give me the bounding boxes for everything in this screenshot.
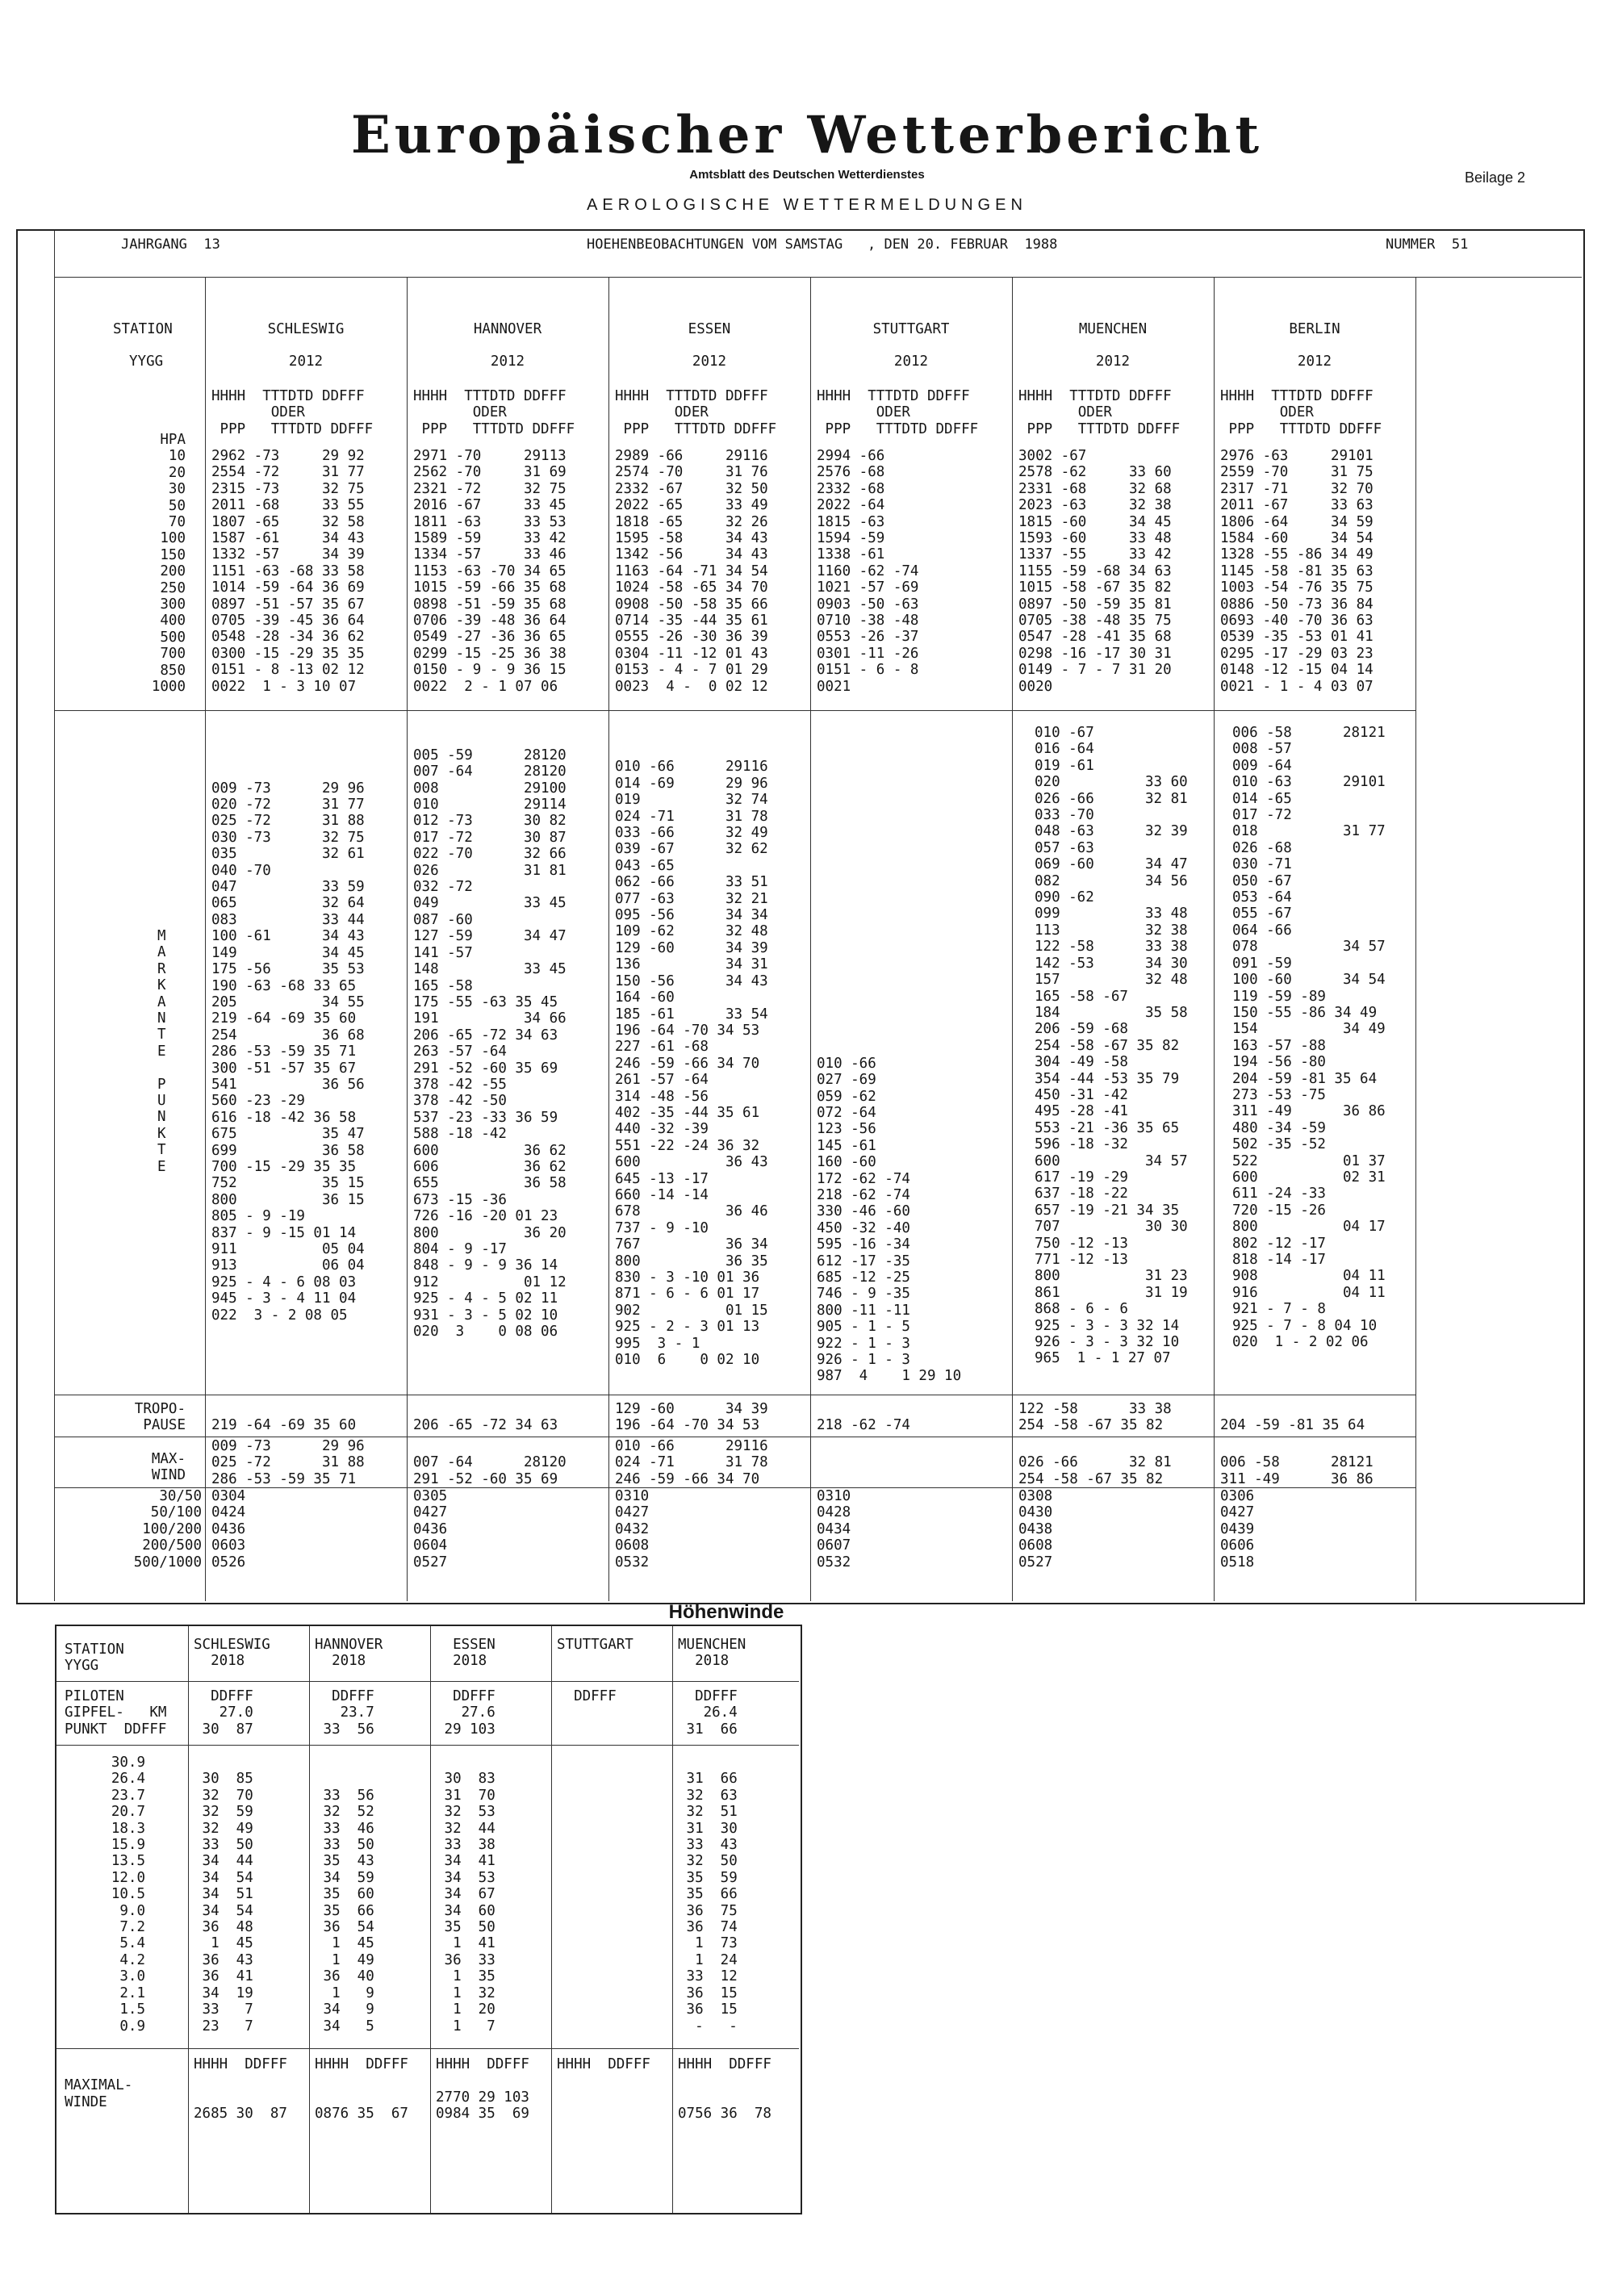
col-divider: [1214, 277, 1215, 1601]
info-bar-divider: [54, 277, 1582, 278]
winds-max: HHHH DDFFF 2770 29 103 0984 35 69: [436, 2056, 529, 2122]
tropopause: 219 -64 -69 35 60: [211, 1417, 357, 1434]
station-yygg: 2012: [1095, 353, 1131, 370]
significant-points: 009 -73 29 96 020 -72 31 77 025 -72 31 88 030 -73 32 75 035 32 61 040 -70 047 33 59 065 32 64 083 33 44 100 -61 34 43 149 34 45 175 -56 35 53 190 -63 -68 33 65 205 34 55 219 -64 -69 35 60 254 36 68 286 -53 -59 35 71 300 -51 -57 35 67 541 36 56 560 -23 -29 616 -18 -42 36 58 675 35 47 699 36 58 700 -15 -29 35 35 752 35 15 800 36 15 805 - 9 -19 837 - 9 -15 01 14 911 05 04 913 06 04 925 - 4 - 6 08 03 945 - 3 - 4 11 04 022 3 - 2 08 05: [211, 780, 365, 1324]
winds-col-divider: [551, 1626, 552, 2213]
station-yygg: 2012: [490, 353, 525, 370]
col-divider: [1012, 277, 1013, 1601]
winds-station-name: HANNOVER 2018: [315, 1637, 383, 1670]
winds-col-divider: [672, 1626, 673, 2213]
winds-label-max: MAXIMAL- WINDE: [65, 2077, 133, 2110]
standard-levels: 2994 -66 2576 -68 2332 -68 2022 -64 1815 -63 1594 -59 1338 -61 1160 -62 -74 1021 -57 -69 0903 -50 -63 0710 -38 -48 0553 -26 -37 0301 -11 -26 0151 - 6 - 8 0021: [817, 448, 919, 695]
label-max-wind: MAX- WIND: [151, 1451, 186, 1484]
station-yygg: 2012: [692, 353, 727, 370]
label-station: STATION: [113, 321, 173, 337]
winds-values: 30 83 31 70 32 53 32 44 33 38 34 41 34 53 34 67 34 60 35 50 1 41 36 33 1 35 1 32 1 20 1 7: [444, 1771, 495, 2035]
max-wind: 010 -66 29116 024 -71 31 78 246 -59 -66 34 70: [615, 1438, 768, 1487]
station-yygg: 2012: [288, 353, 324, 370]
winds-label-station: STATION YYGG: [65, 1641, 124, 1675]
supplement-label: Beilage 2: [1464, 169, 1525, 186]
tropopause: 218 -62 -74: [817, 1417, 910, 1434]
max-wind: 026 -66 32 81 254 -58 -67 35 82: [1018, 1454, 1172, 1487]
station-yygg: 2012: [893, 353, 929, 370]
column-header: HHHH TTTDTD DDFFF ODER PPP TTTDTD DDFFF: [1220, 388, 1382, 437]
wind-shear: 0310 0427 0432 0608 0532: [615, 1488, 650, 1570]
winds-station-name: MUENCHEN 2018: [678, 1637, 746, 1670]
wind-shear: 0306 0427 0439 0606 0518: [1220, 1488, 1255, 1570]
significant-points: 010 -67 016 -64 019 -61 020 33 60 026 -66 32 81 033 -70 048 -63 32 39 057 -63 069 -60 34 47 082 34 56 090 -62 099 33 48 113 32 38 122 -58 33 38 142 -53 34 30 157 32 48 165 -58 -67 184 35 58 206 -59 -68 254 -58 -67 35 82 304 -49 -58 354 -44 -53 35 79 450 -31 -42 495 -28 -41 553 -21 -36 35 65 596 -18 -32 600 34 57 617 -19 -29 637 -18 -22 657 -19 -21 34 35 707 30 30 750 -12 -13 771 -12 -13 800 31 23 861 31 19 868 - 6 - 6 925 - 3 - 3 32 14 926 - 3 - 3 32 10 965 1 - 1 27 07: [1035, 725, 1188, 1367]
label-pressure-levels: HPA 10 20 30 50 70 100 150 200 250 300 400 500 700 850 1000: [151, 432, 186, 696]
winds-values: 33 56 32 52 33 46 33 50 35 43 34 59 35 60 35 66 36 54 1 45 1 49 36 40 1 9 34 9 34 5: [323, 1787, 374, 2035]
tropopause: 129 -60 34 39 196 -64 -70 34 53: [615, 1401, 768, 1434]
winds-label-heights: 30.9 26.4 23.7 20.7 18.3 15.9 13.5 12.0 10.5 9.0 7.2 5.4 4.2 3.0 2.1 1.5 0.9: [111, 1754, 145, 2035]
standard-levels: 2962 -73 29 92 2554 -72 31 77 2315 -73 32 75 2011 -68 33 55 1807 -65 32 58 1587 -61 34 43 1332 -57 34 39 1151 -63 -68 33 58 1014 -59 -64 36 69 0897 -51 -57 35 67 0705 -39 -45 36 64 0548 -28 -34 36 62 0300 -15 -29 35 35 0151 - 8 -13 02 12 0022 1 - 3 10 07: [211, 448, 365, 695]
max-wind: 009 -73 29 96 025 -72 31 88 286 -53 -59 35 71: [211, 1438, 365, 1487]
tropopause: 204 -59 -81 35 64: [1220, 1417, 1365, 1434]
wind-shear: 0305 0427 0436 0604 0527: [413, 1488, 448, 1570]
winds-col-divider: [309, 1626, 310, 2213]
significant-points: 010 -66 29116 014 -69 29 96 019 32 74 024 -71 31 78 033 -66 32 49 039 -67 32 62 043 -65 062 -66 33 51 077 -63 32 21 095 -56 34 34 109 -62 32 48 129 -60 34 39 136 34 31 150 -56 34 43 164 -60 185 -61 33 54 196 -64 -70 34 53 227 -61 -68 246 -59 -66 34 70 261 -57 -64 314 -48 -56 402 -35 -44 35 61 440 -32 -39 551 -22 -24 36 32 600 36 43 645 -13 -17 660 -14 -14 678 36 46 737 - 9 -10 767 36 34 800 36 35 830 - 3 -10 01 36 871 - 6 - 6 01 17 902 01 15 925 - 2 - 3 01 13 995 3 - 1 010 6 0 02 10: [615, 759, 768, 1369]
wind-shear: 0308 0430 0438 0608 0527: [1018, 1488, 1053, 1570]
winds-col-divider: [430, 1626, 431, 2213]
tropopause: 206 -65 -72 34 63: [413, 1417, 558, 1434]
col-divider: [608, 277, 609, 1601]
station-yygg: 2012: [1297, 353, 1332, 370]
significant-points: 006 -58 28121 008 -57 009 -64 010 -63 29101 014 -65 017 -72 018 31 77 026 -68 030 -71 050 -67 053 -64 055 -67 064 -66 078 34 57 091 -59 100 -60 34 54 119 -59 -89 150 -55 -86 34 49 154 34 49 163 -57 -88 194 -56 -80 204 -59 -81 35 64 273 -53 -75 311 -49 36 86 480 -34 -59 502 -35 -52 522 01 37 600 02 31 611 -24 -33 720 -15 -26 800 04 17 802 -12 -17 818 -14 -17 908 04 11 916 04 11 921 - 7 - 8 925 - 7 - 8 04 10 020 1 - 2 02 06: [1232, 725, 1386, 1351]
col-divider: [407, 277, 408, 1601]
col-divider: [1415, 277, 1416, 1601]
page-subtitle: Amtsblatt des Deutschen Wetterdienstes: [689, 168, 925, 182]
label-yygg: YYGG: [129, 353, 164, 370]
significant-points: 010 -66 027 -69 059 -62 072 -64 123 -56 145 -61 160 -60 172 -62 -74 218 -62 -74 330 -46 -60 450 -32 -40 595 -16 -34 612 -17 -35 685 -12 -25 746 - 9 -35 800 -11 -11 905 - 1 - 5 922 - 1 - 3 926 - 1 - 3 987 4 1 29 10: [817, 1055, 962, 1385]
station-name: BERLIN: [1289, 321, 1340, 337]
winds-label-gipfel: PILOTEN GIPFEL- KM PUNKT DDFFF: [65, 1688, 167, 1738]
standard-levels: 2989 -66 29116 2574 -70 31 76 2332 -67 32 50 2022 -65 33 49 1818 -65 32 26 1595 -58 34 43 1342 -56 34 43 1163 -64 -71 34 54 1024 -58 -65 34 70 0908 -50 -58 35 66 0714 -35 -44 35 61 0555 -26 -30 36 39 0304 -11 -12 01 43 0153 - 4 - 7 01 29 0023 4 - 0 02 12: [615, 448, 768, 695]
wind-shear: 0310 0428 0434 0607 0532: [817, 1488, 851, 1570]
col-divider: [205, 277, 206, 1601]
station-name: ESSEN: [688, 321, 731, 337]
column-header: HHHH TTTDTD DDFFF ODER PPP TTTDTD DDFFF: [817, 388, 979, 437]
standard-levels: 3002 -67 2578 -62 33 60 2331 -68 32 68 2023 -63 32 38 1815 -60 34 45 1593 -60 33 48 1337 -55 33 42 1155 -59 -68 34 63 1015 -58 -67 35 82 0897 -50 -59 35 81 0705 -38 -48 35 75 0547 -28 -41 35 68 0298 -16 -17 30 31 0149 - 7 - 7 31 20 0020: [1018, 448, 1172, 695]
section-title: AEROLOGISCHE WETTERMELDUNGEN: [587, 196, 1027, 214]
station-name: MUENCHEN: [1078, 321, 1148, 337]
column-header: HHHH TTTDTD DDFFF ODER PPP TTTDTD DDFFF: [1018, 388, 1181, 437]
winds-row-divider: [56, 2048, 799, 2049]
winds-max: HHHH DDFFF 0876 35 67: [315, 2056, 408, 2122]
column-header: HHHH TTTDTD DDFFF ODER PPP TTTDTD DDFFF: [615, 388, 777, 437]
significant-points: 005 -59 28120 007 -64 28120 008 29100 010 29114 012 -73 30 82 017 -72 30 87 022 -70 32 66 026 31 81 032 -72 049 33 45 087 -60 127 -59 34 47 141 -57 148 33 45 165 -58 175 -55 -63 35 45 191 34 66 206 -65 -72 34 63 263 -57 -64 291 -52 -60 35 69 378 -42 -55 378 -42 -50 537 -23 -33 36 59 588 -18 -42 600 36 62 606 36 62 655 36 58 673 -15 -36 726 -16 -20 01 23 800 36 20 804 - 9 -17 848 - 9 - 9 36 14 912 01 12 925 - 4 - 5 02 11 931 - 3 - 5 02 10 020 3 0 08 06: [413, 747, 567, 1340]
column-header: HHHH TTTDTD DDFFF ODER PPP TTTDTD DDFFF: [211, 388, 374, 437]
station-name: STUTTGART: [872, 321, 950, 337]
label-wind-shear: 30/50 50/100 100/200 200/500 500/1000: [133, 1488, 202, 1570]
max-wind: 006 -58 28121 311 -49 36 86: [1220, 1454, 1374, 1487]
standard-levels: 2971 -70 29113 2562 -70 31 69 2321 -72 32 75 2016 -67 33 45 1811 -63 33 53 1589 -59 33 42 1334 -57 33 46 1153 -63 -70 34 65 1015 -59 -66 35 68 0898 -51 -59 35 68 0706 -39 -48 36 64 0549 -27 -36 36 65 0299 -15 -25 36 38 0150 - 9 - 9 36 15 0022 2 - 1 07 06: [413, 448, 567, 695]
winds-title: Höhenwinde: [668, 1601, 784, 1623]
winds-gipfel: DDFFF 26.4 31 66: [686, 1688, 738, 1738]
winds-row-divider: [56, 1745, 799, 1746]
issue-number: NUMMER 51: [1386, 236, 1469, 253]
station-name: HANNOVER: [473, 321, 542, 337]
station-name: SCHLESWIG: [267, 321, 345, 337]
label-tropopause: TROPO- PAUSE: [134, 1401, 186, 1434]
winds-station-name: SCHLESWIG 2018: [194, 1637, 270, 1670]
winds-max: HHHH DDFFF 2685 30 87: [194, 2056, 287, 2122]
winds-gipfel: DDFFF: [557, 1688, 617, 1704]
observation-date: HOEHENBEOBACHTUNGEN VOM SAMSTAG , DEN 20. FEBRUAR 1988: [587, 236, 1058, 253]
max-wind: 007 -64 28120 291 -52 -60 35 69: [413, 1454, 567, 1487]
column-header: HHHH TTTDTD DDFFF ODER PPP TTTDTD DDFFF: [413, 388, 575, 437]
tropopause: 122 -58 33 38 254 -58 -67 35 82: [1018, 1401, 1172, 1434]
winds-station-name: ESSEN 2018: [453, 1637, 495, 1670]
winds-gipfel: DDFFF 27.6 29 103: [444, 1688, 495, 1738]
winds-gipfel: DDFFF 23.7 33 56: [323, 1688, 374, 1738]
row-divider: [54, 710, 1415, 711]
winds-col-divider: [188, 1626, 189, 2213]
winds-max: HHHH DDFFF: [557, 2056, 650, 2072]
page-title: Europäischer Wetterbericht: [351, 105, 1263, 165]
winds-station-name: STUTTGART: [557, 1637, 633, 1653]
wind-shear: 0304 0424 0436 0603 0526: [211, 1488, 246, 1570]
winds-row-divider: [56, 1681, 799, 1682]
winds-values: 31 66 32 63 32 51 31 30 33 43 32 50 35 59 35 66 36 75 36 74 1 73 1 24 33 12 36 15 36 15 - -: [686, 1771, 738, 2035]
winds-max: HHHH DDFFF 0756 36 78: [678, 2056, 771, 2122]
label-significant-points: M A R K A N T E P U N K T E: [157, 928, 166, 1175]
jahrgang: JAHRGANG 13: [121, 236, 220, 253]
col-divider: [810, 277, 811, 1601]
winds-gipfel: DDFFF 27.0 30 87: [202, 1688, 253, 1738]
table-left-rule: [54, 231, 55, 1601]
winds-values: 30 85 32 70 32 59 32 49 33 50 34 44 34 54 34 51 34 54 36 48 1 45 36 43 36 41 34 19 33 7 23 7: [202, 1771, 253, 2035]
standard-levels: 2976 -63 29101 2559 -70 31 75 2317 -71 32 70 2011 -67 33 63 1806 -64 34 59 1584 -60 34 54 1328 -55 -86 34 49 1145 -58 -81 35 63 1003 -54 -76 35 75 0886 -50 -73 36 84 0693 -40 -70 36 63 0539 -35 -53 01 41 0295 -17 -29 03 23 0148 -12 -15 04 14 0021 - 1 - 4 03 07: [1220, 448, 1374, 695]
